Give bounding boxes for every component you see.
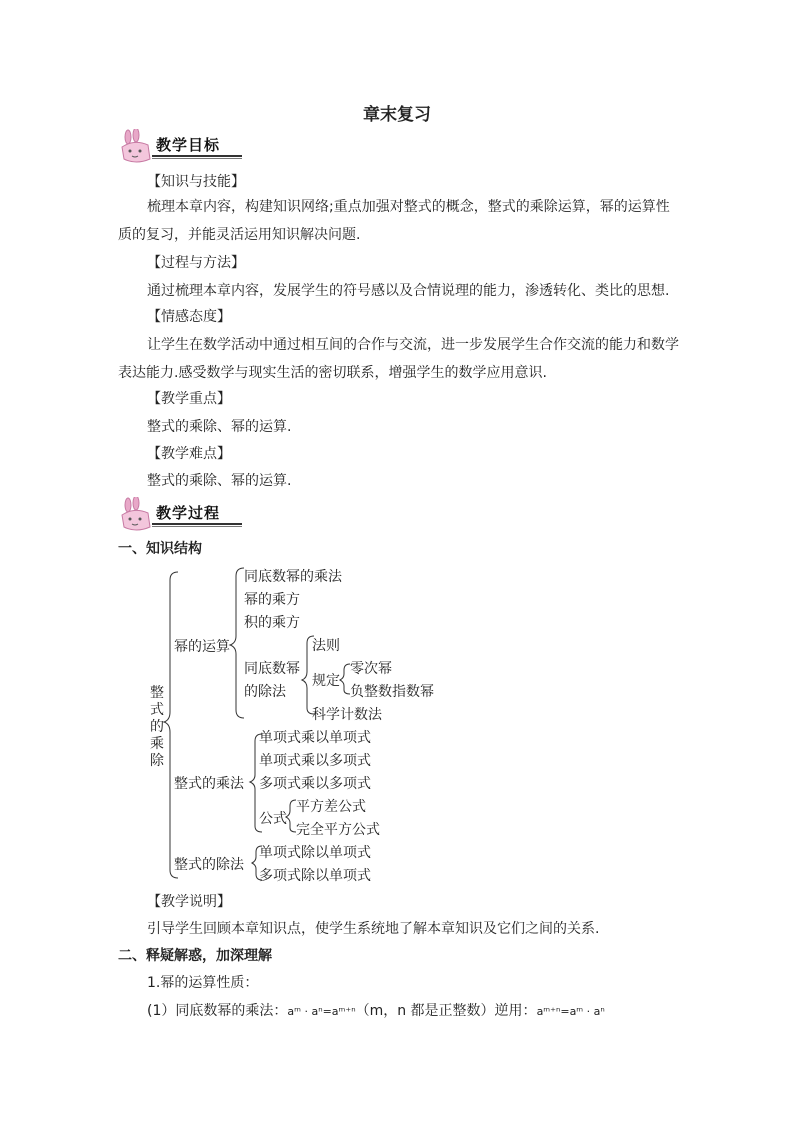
tree-node-formula: 公式 [259,811,287,827]
item1-sub1 [147,1000,605,1023]
tree-root-char: 的 [150,719,164,735]
tree-node-power-ops: 幂的运算 [174,639,230,655]
difficulty-heading: 【教学难点】 [147,446,231,462]
emotion-line: 让学生在数学活动中通过相互间的合作与交流，进一步发展学生合作交流的能力和数学 [147,337,679,353]
item1-sub1-prefix: (1）同底数幂的乘法： [147,1003,288,1019]
tree-node-stipulation: 规定 [312,673,340,689]
knowledge-heading: 【知识与技能】 [147,174,245,190]
tree-node-poly-mult: 整式的乘法 [174,776,244,792]
badge-label: 教学过程 [156,504,221,522]
teaching-note-text: 引导学生回顾本章知识点，使学生系统地了解本章知识及它们之间的关系. [147,921,600,937]
tree-node-same-base-div: 同底数幂 [244,661,300,677]
tree-root-char: 乘 [150,736,164,752]
teaching-note-heading: 【教学说明】 [147,894,231,910]
tree-node-mono-x-mono: 单项式乘以单项式 [259,730,371,746]
section2-heading: 二、释疑解惑，加深理解 [118,948,272,964]
tree-root [150,685,166,770]
item1-sub1-formula: aᵐ · aⁿ=aᵐ⁺ⁿ [287,1005,356,1018]
tree-root-char: 式 [150,702,164,718]
knowledge-line: 质的复习，并能灵活运用知识解决问题. [118,227,361,243]
tree-node-mono-div-mono: 单项式除以单项式 [259,845,371,861]
tree-node-poly-x-poly: 多项式乘以多项式 [259,776,371,792]
tree-node-power-of-product: 积的乘方 [244,615,300,631]
tree-node-power-of-power: 幂的乘方 [244,592,300,608]
tree-node-rule: 法则 [312,638,340,654]
knowledge-line: 梳理本章内容，构建知识网络;重点加强对整式的概念，整式的乘除运算，幂的运算性 [147,199,670,215]
tree-node-same-base-mult: 同底数幂的乘法 [244,569,342,585]
tree-node-sci-notation: 科学计数法 [312,707,382,723]
item1-sub1-reverse: aᵐ⁺ⁿ=aᵐ · aⁿ [536,1005,605,1018]
tree-root-char: 除 [150,753,164,769]
tree-node-mono-x-poly: 单项式乘以多项式 [259,753,371,769]
emotion-line: 表达能力.感受数学与现实生活的密切联系，增强学生的数学应用意识. [118,365,547,381]
tree-node-poly-div-mono: 多项式除以单项式 [259,868,371,884]
key-heading: 【教学重点】 [147,391,231,407]
badge-label: 教学目标 [156,136,221,154]
tree-node-diff-squares: 平方差公式 [296,799,366,815]
process-line: 通过梳理本章内容，发展学生的符号感以及合情说理的能力，渗透转化、类比的思想. [147,283,670,299]
tree-node-negative-exponent: 负整数指数幂 [350,684,434,700]
emotion-heading: 【情感态度】 [147,309,231,325]
tree-node-same-base-div: 的除法 [244,684,286,700]
process-heading: 【过程与方法】 [147,255,245,271]
difficulty-text: 整式的乘除、幂的运算. [147,473,292,489]
tree-node-poly-div: 整式的除法 [174,857,244,873]
section1-heading: 一、知识结构 [118,541,202,557]
key-text: 整式的乘除、幂的运算. [147,419,292,435]
tree-root-char: 整 [150,685,164,701]
tree-node-perfect-square: 完全平方公式 [296,822,380,838]
item1-text: 1.幂的运算性质： [147,975,259,991]
page-title: 章末复习 [363,105,431,125]
tree-node-zero-exponent: 零次幂 [350,661,392,677]
item1-sub1-condition: （m，n 都是正整数）逆用： [355,1003,537,1019]
